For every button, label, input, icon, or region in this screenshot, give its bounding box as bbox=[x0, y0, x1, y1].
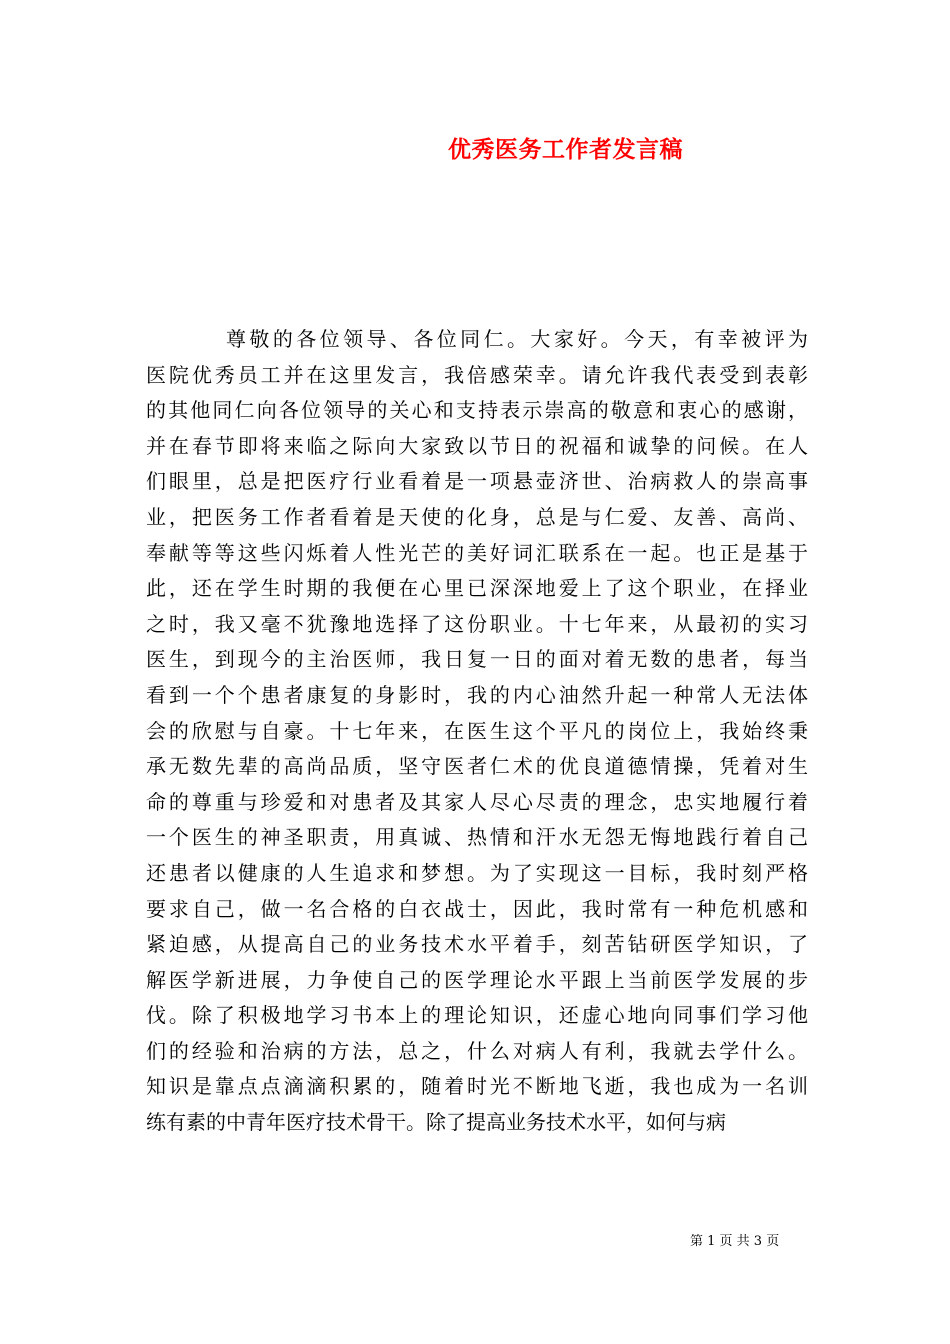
body-line: 奉献等等这些闪烁着人性光芒的美好词汇联系在一起。也正是基于 bbox=[146, 540, 808, 565]
body-line: 之时，我又毫不犹豫地选择了这份职业。十七年来，从最初的实习 bbox=[146, 611, 808, 636]
body-line: 医院优秀员工并在这里发言，我倍感荣幸。请允许我代表受到表彰 bbox=[146, 362, 808, 387]
document-title: 优秀医务工作者发言稿 bbox=[448, 136, 683, 163]
body-line: 练有素的中青年医疗技术骨干。除了提高业务技术水平，如何与病 bbox=[146, 1110, 726, 1135]
page-number: 第 1 页 共 3 页 bbox=[690, 1234, 780, 1249]
body-line: 伐。除了积极地学习书本上的理论知识，还虚心地向同事们学习他 bbox=[146, 1003, 808, 1028]
body-line: 解医学新进展，力争使自己的医学理论水平跟上当前医学发展的步 bbox=[146, 967, 808, 992]
document-body bbox=[146, 322, 808, 1141]
body-line: 业，把医务工作者看着是天使的化身，总是与仁爱、友善、高尚、 bbox=[146, 504, 808, 529]
body-line: 们眼里，总是把医疗行业看着是一项悬壶济世、治病救人的崇高事 bbox=[146, 469, 808, 494]
body-line: 知识是靠点点滴滴积累的，随着时光不断地飞逝，我也成为一名训 bbox=[146, 1074, 808, 1099]
body-line: 会的欣慰与自豪。十七年来，在医生这个平凡的岗位上，我始终秉 bbox=[146, 718, 808, 743]
body-line: 尊敬的各位领导、各位同仁。大家好。今天，有幸被评为 bbox=[226, 327, 808, 351]
body-line: 紧迫感，从提高自己的业务技术水平着手，刻苦钻研医学知识，了 bbox=[146, 932, 808, 957]
body-line: 的其他同仁向各位领导的关心和支持表示崇高的敬意和衷心的感谢， bbox=[146, 398, 808, 423]
body-line: 承无数先辈的高尚品质，坚守医者仁术的优良道德情操，凭着对生 bbox=[146, 754, 808, 779]
body-line: 们的经验和治病的方法，总之，什么对病人有利，我就去学什么。 bbox=[146, 1038, 808, 1063]
body-line: 此，还在学生时期的我便在心里已深深地爱上了这个职业，在择业 bbox=[146, 576, 808, 601]
body-line: 还患者以健康的人生追求和梦想。为了实现这一目标，我时刻严格 bbox=[146, 860, 808, 885]
body-line: 看到一个个患者康复的身影时，我的内心油然升起一种常人无法体 bbox=[146, 682, 808, 707]
body-line: 命的尊重与珍爱和对患者及其家人尽心尽责的理念，忠实地履行着 bbox=[146, 789, 808, 814]
body-line: 一个医生的神圣职责，用真诚、热情和汗水无怨无悔地践行着自己 bbox=[146, 825, 808, 850]
body-line: 并在春节即将来临之际向大家致以节日的祝福和诚挚的问候。在人 bbox=[146, 433, 808, 458]
body-line: 要求自己，做一名合格的白衣战士，因此，我时常有一种危机感和 bbox=[146, 896, 808, 921]
body-line: 医生，到现今的主治医师，我日复一日的面对着无数的患者，每当 bbox=[146, 647, 808, 672]
